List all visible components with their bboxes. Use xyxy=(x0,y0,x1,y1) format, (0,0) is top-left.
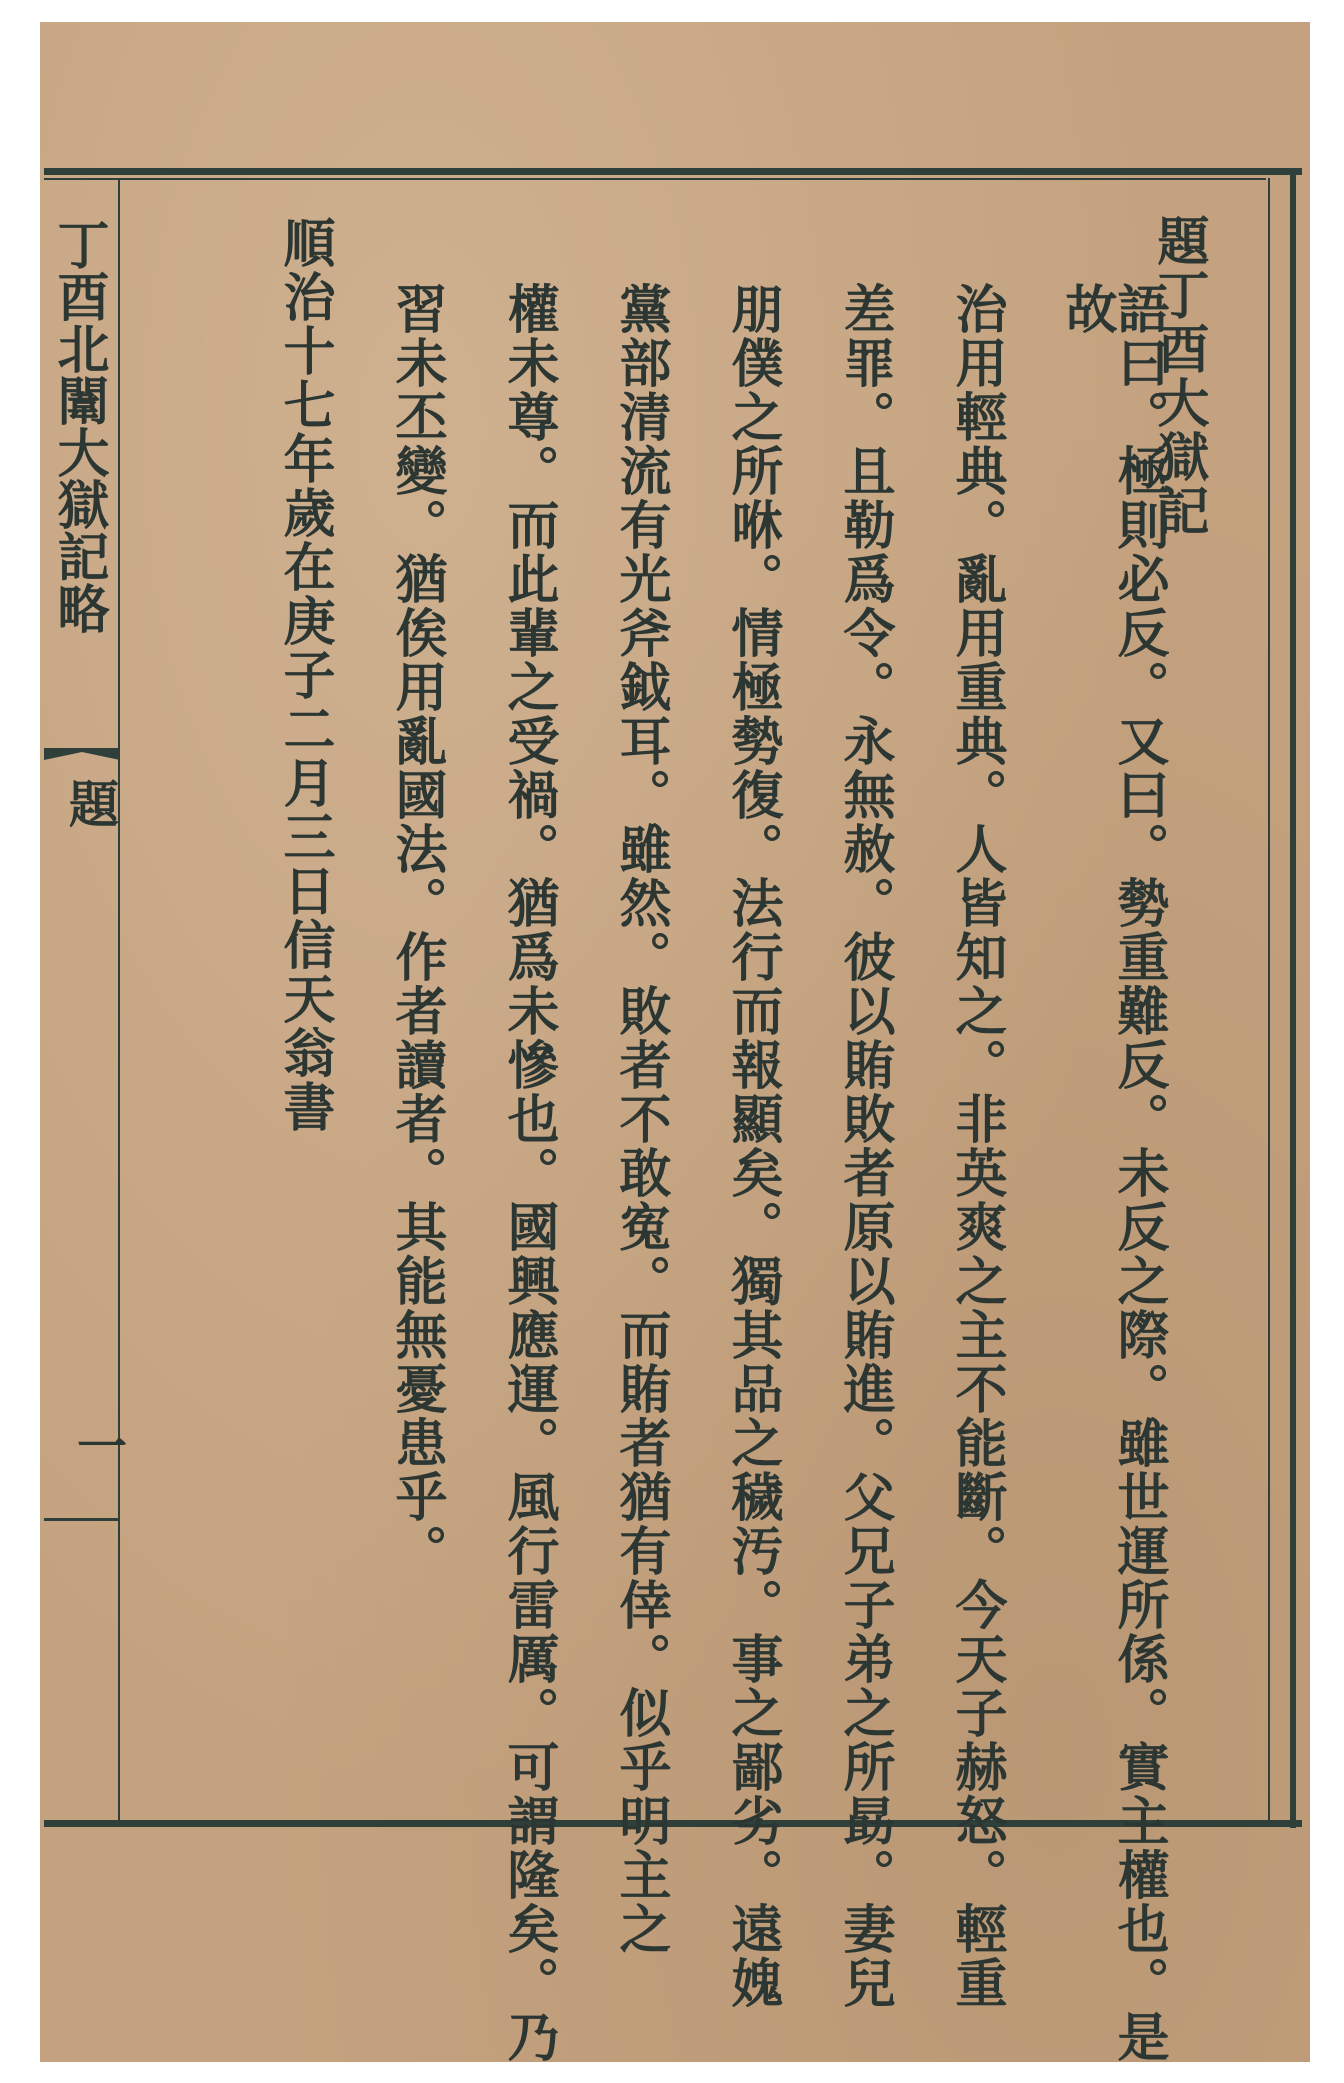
preface-title: 題丁酉大獄記 xyxy=(1148,214,1209,538)
margin-tick-line xyxy=(44,1518,120,1521)
section-label: 題 xyxy=(61,778,120,828)
page-number: 一 xyxy=(69,1420,128,1470)
frame-top-border xyxy=(44,168,1302,175)
margin-divider-line xyxy=(118,178,120,1820)
preface-line-4: 朋僕之所咻。情極勢復。法行而報顯矣。獨其品之穢汚。事之鄙劣。遠媿 xyxy=(722,282,783,2010)
preface-line-1: 語曰。極則必反。又曰。勢重難反。未反之際。雖世運所係。實主權也。是故 xyxy=(1056,282,1169,2064)
frame-right-inner-border xyxy=(1268,178,1270,1820)
preface-line-6: 權未尊。而此輩之受禍。猶爲未慘也。國興應運。風行雷厲。可謂隆矣。乃 xyxy=(498,282,559,2064)
preface-line-3: 差罪。且勒爲令。永無赦。彼以賄敗者原以賄進。父兄子弟之所勗。妻兒 xyxy=(834,282,895,2010)
fishtail-mark-icon xyxy=(44,748,120,760)
preface-line-5: 黨部清流有光斧鉞耳。雖然。敗者不敢寃。而賄者猶有倖。似乎明主之 xyxy=(610,282,671,1956)
frame-right-border xyxy=(1290,168,1296,1828)
preface-line-2: 治用輕典。亂用重典。人皆知之。非英爽之主不能斷。今天子赫怒。輕重 xyxy=(946,282,1007,2010)
book-title-margin: 丁酉北闈大獄記略 xyxy=(48,218,109,634)
preface-date-line: 順治十七年歲在庚子二月三日信天翁書 xyxy=(274,216,335,1134)
frame-top-inner-border xyxy=(44,178,1266,180)
preface-line-7: 習未丕變。猶俟用亂國法。作者讀者。其能無憂患乎。 xyxy=(386,282,447,1578)
